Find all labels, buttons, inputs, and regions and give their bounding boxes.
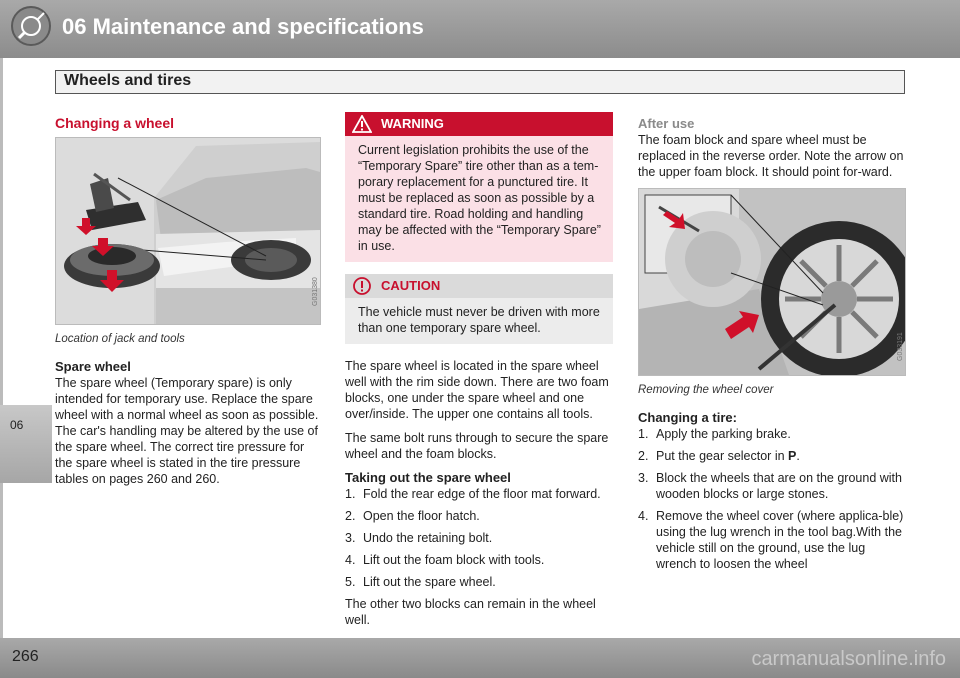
warning-label: WARNING [381,116,444,131]
column-left [55,112,321,495]
section-title: Wheels and tires [64,72,192,89]
list-item: 4. Remove the wheel cover (where applica-ble) using the lug wrench in the tool bag.With the vehicle still on the ground, use the lug wrench to loosen the wheel [638,509,904,571]
chapter-side-tab [0,405,52,483]
taking-out-steps [345,486,613,590]
list-item: 3. Undo the retaining bolt. [345,531,493,545]
page-footer [0,638,960,678]
column-middle [345,112,613,636]
page-number: 266 [12,648,39,665]
side-tab-label: 06 [10,418,24,432]
figure-code: G033191 [897,332,904,361]
jack-tools-caption: Location of jack and tools [55,333,185,345]
list-item: 4. Lift out the foam block with tools. [345,553,545,567]
after-use-heading: After use [638,116,695,131]
caution-text: The vehicle must never be driven with more than one temporary spare wheel. [358,305,600,335]
closing-text: The other two blocks can remain in the wheel well. [345,597,596,627]
changing-tire-steps [638,426,906,572]
column-right [638,112,906,578]
list-item: 1. Apply the parking brake. [638,427,791,441]
jack-tools-illustration [56,138,320,324]
list-item: 2. Put the gear selector in P. [638,449,800,463]
wheel-cover-illustration [639,189,905,375]
wheel-cover-caption: Removing the wheel cover [638,384,774,396]
list-item: 5. Lift out the spare wheel. [345,575,496,589]
figure-code: G031380 [312,277,319,306]
spare-wheel-text: The spare wheel (Temporary spare) is only intended for temporary use. Replace the spare wheel with a normal wheel as soon as possible. The car's handling may be altered by the use of the spare wheel. The correct tire pressure for the spare wheel is stated in the tire pressure tables on pages 260 and 260. [55,376,319,486]
taking-out-heading: Taking out the spare wheel [345,470,511,485]
warning-triangle-icon [352,115,372,133]
jack-tools-figure [55,137,321,325]
caution-header [345,274,613,298]
wheel-cover-figure [638,188,906,376]
warning-text: Current legislation prohibits the use of the “Temporary Spare” tire other than as a tem-porary replacement for a punctured tire. It must be replaced as soon as possible by a standard tire. Road holding and handling may be affected with the “Temporary Spare” in use. [358,143,601,253]
spare-location-text: The spare wheel is located in the spare wheel well with the rim side down. There are two foam blocks, one under the spare wheel and one over/inside. The upper one contains all tools. [345,359,609,421]
bolt-text: The same bolt runs through to secure the spare wheel and the foam blocks. [345,431,609,461]
caution-label: CAUTION [381,278,441,293]
chapter-title: 06 Maintenance and specifications [62,14,424,39]
list-item: 3. Block the wheels that are on the ground with wooden blocks or large stones. [638,471,902,501]
section-bar [55,70,905,94]
caution-box [345,274,613,344]
volvo-logo-icon [10,5,52,47]
warning-header [345,112,613,136]
changing-tire-heading: Changing a tire: [638,410,737,425]
warning-box [345,112,613,262]
changing-wheel-heading: Changing a wheel [55,115,175,131]
after-use-text: The foam block and spare wheel must be replaced in the reverse order. Note the arrow on the upper foam block. It should point for-ward. [638,133,904,179]
chapter-header [0,0,960,58]
spare-wheel-heading: Spare wheel [55,359,131,374]
left-margin-strip [0,58,3,638]
watermark: carmanualsonline.info [751,648,946,670]
list-item: 2. Open the floor hatch. [345,509,480,523]
caution-exclamation-icon [352,277,372,295]
list-item: 1. Fold the rear edge of the floor mat forward. [345,487,601,501]
